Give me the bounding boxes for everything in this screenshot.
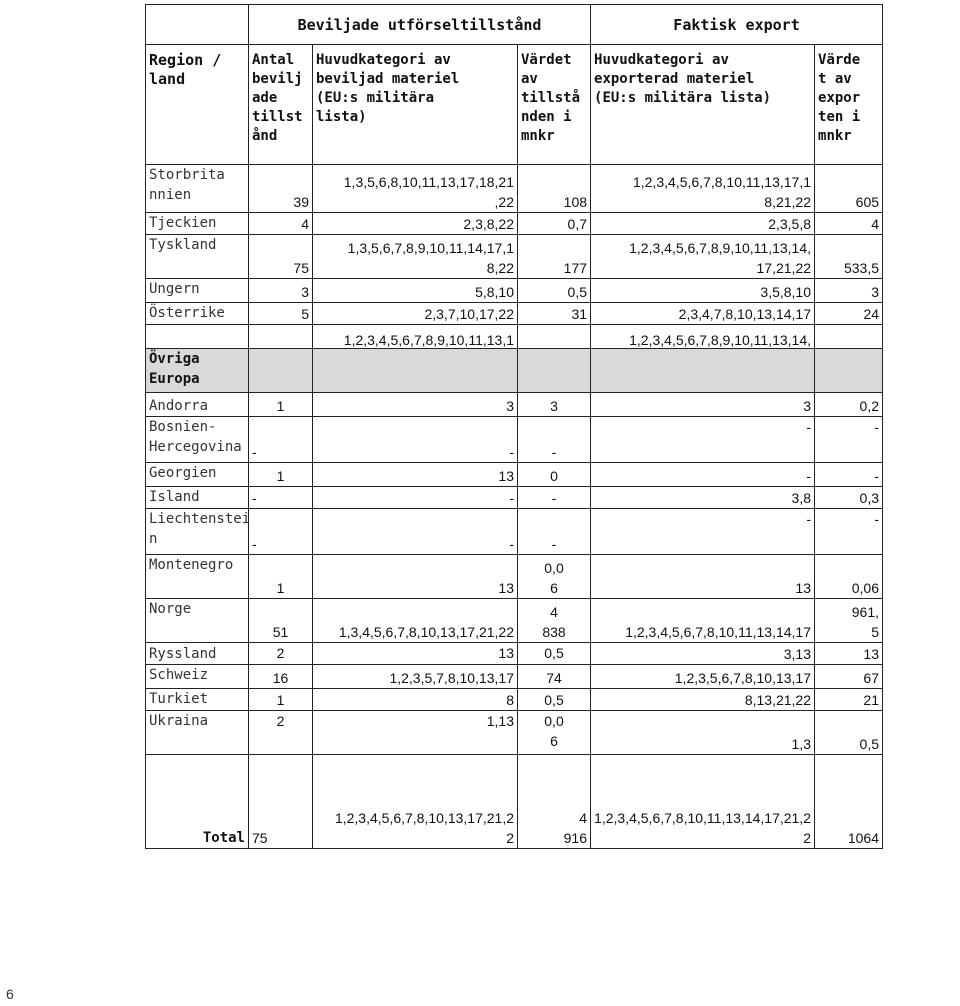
header-export-varde: Värde t av expor ten i mnkr: [815, 45, 883, 165]
section-shade: [591, 349, 815, 393]
table-row: [146, 303, 883, 325]
antal-cell: 1: [249, 463, 313, 487]
kategori-cell: 1,13: [313, 711, 518, 755]
kategori-cell: 1,3,5,6,8,10,11,13,17,18,21 ,22: [313, 165, 518, 213]
table-row: [146, 689, 883, 711]
column-header-row: [146, 45, 883, 165]
table-row: [146, 279, 883, 303]
section-shade: [249, 349, 313, 393]
table-row: [146, 235, 883, 279]
region-cell: Liechtenstei n: [146, 509, 249, 555]
export-varde-cell: 21: [815, 689, 883, 711]
antal-cell: 1: [249, 393, 313, 417]
export-varde-cell: 605: [815, 165, 883, 213]
table-row: [146, 555, 883, 599]
export-varde-cell: -: [815, 417, 883, 463]
kategori-cell: -: [313, 417, 518, 463]
antal-cell: 51: [249, 599, 313, 643]
kategori-cell: 13: [313, 643, 518, 665]
export-kategori-cell: 3,5,8,10: [591, 279, 815, 303]
group-header-empty: [146, 5, 249, 45]
kategori-cell: 1,3,4,5,6,7,8,10,13,17,21,22: [313, 599, 518, 643]
region-cell: Ryssland: [146, 643, 249, 665]
antal-cell: 2: [249, 711, 313, 755]
varde-cell: 0,7: [518, 213, 591, 235]
table-row: [146, 165, 883, 213]
region-cell: Andorra: [146, 393, 249, 417]
table-row: [146, 509, 883, 555]
spacer-row: [146, 755, 883, 803]
region-cell: Montenegro: [146, 555, 249, 599]
export-varde-cell: 0,06: [815, 555, 883, 599]
section-shade: [518, 349, 591, 393]
total-export-varde-cell: 1064: [815, 803, 883, 849]
region-cell: Ungern: [146, 279, 249, 303]
header-antal: Antal bevilj ade tillst ånd: [249, 45, 313, 165]
antal-cell: 4: [249, 213, 313, 235]
varde-cell: 108: [518, 165, 591, 213]
antal-cell: -: [249, 417, 313, 463]
section-shade: [815, 349, 883, 393]
kategori-cell: -: [313, 487, 518, 509]
export-varde-cell: 13: [815, 643, 883, 665]
table-row: [146, 417, 883, 463]
top-export-table: [145, 4, 883, 371]
total-kategori-cell: 1,2,3,4,5,6,7,8,9,10,11,13,1: [313, 325, 518, 371]
antal-cell: -: [249, 509, 313, 555]
kategori-cell: 1,3,5,6,7,8,9,10,11,14,17,1 8,22: [313, 235, 518, 279]
other-europe-table: [145, 348, 883, 849]
varde-cell: 4 838: [518, 599, 591, 643]
varde-cell: -: [518, 487, 591, 509]
export-kategori-cell: 2,3,5,8: [591, 213, 815, 235]
spacer-cell: [146, 755, 249, 803]
total-label: Total: [146, 803, 249, 849]
export-varde-cell: 533,5: [815, 235, 883, 279]
table-row: [146, 711, 883, 755]
header-region: Region / land: [146, 45, 249, 165]
region-cell: Storbrita nnien: [146, 165, 249, 213]
kategori-cell: 2,3,7,10,17,22: [313, 303, 518, 325]
antal-cell: 2: [249, 643, 313, 665]
total-row: [146, 803, 883, 849]
kategori-cell: 5,8,10: [313, 279, 518, 303]
page-number: 6: [6, 986, 14, 1002]
varde-cell: -: [518, 509, 591, 555]
varde-cell: 0: [518, 463, 591, 487]
region-cell: Tyskland: [146, 235, 249, 279]
table-row: [146, 213, 883, 235]
export-kategori-cell: -: [591, 463, 815, 487]
total-export-kategori-cell: 1,2,3,4,5,6,7,8,10,11,13,14,17,21,2 2: [591, 803, 815, 849]
varde-cell: 0,0 6: [518, 555, 591, 599]
kategori-cell: 3: [313, 393, 518, 417]
total-antal-cell: 75: [249, 803, 313, 849]
kategori-cell: 13: [313, 463, 518, 487]
region-cell: Tjeckien: [146, 213, 249, 235]
region-cell: Schweiz: [146, 665, 249, 689]
table-row: [146, 463, 883, 487]
varde-cell: -: [518, 417, 591, 463]
export-kategori-cell: 2,3,4,7,8,10,13,14,17: [591, 303, 815, 325]
export-kategori-cell: 3,8: [591, 487, 815, 509]
varde-cell: 177: [518, 235, 591, 279]
section-header-row: [146, 349, 883, 393]
header-export-kategori: Huvudkategori av exporterad materiel (EU:s militära lista): [591, 45, 815, 165]
kategori-cell: 1,2,3,5,7,8,10,13,17: [313, 665, 518, 689]
antal-cell: -: [249, 487, 313, 509]
varde-cell: 3: [518, 393, 591, 417]
varde-cell: 31: [518, 303, 591, 325]
total-varde-cell: 4 916: [518, 803, 591, 849]
export-varde-cell: 4: [815, 213, 883, 235]
export-kategori-cell: -: [591, 509, 815, 555]
antal-cell: 16: [249, 665, 313, 689]
region-cell: Ukraina: [146, 711, 249, 755]
region-cell: Norge: [146, 599, 249, 643]
spacer-cell: [591, 755, 815, 803]
antal-cell: 5: [249, 303, 313, 325]
export-varde-cell: 67: [815, 665, 883, 689]
export-kategori-cell: 13: [591, 555, 815, 599]
table-row: [146, 393, 883, 417]
varde-cell: 0,0 6: [518, 711, 591, 755]
spacer-cell: [518, 755, 591, 803]
region-cell: Österrike: [146, 303, 249, 325]
table-row: [146, 487, 883, 509]
export-kategori-cell: 8,13,21,22: [591, 689, 815, 711]
section-title: [146, 349, 249, 393]
export-varde-cell: 0,2: [815, 393, 883, 417]
section-shade: [313, 349, 518, 393]
region-cell: Georgien: [146, 463, 249, 487]
varde-cell: 0,5: [518, 279, 591, 303]
antal-cell: 75: [249, 235, 313, 279]
antal-cell: 1: [249, 555, 313, 599]
export-kategori-cell: 3: [591, 393, 815, 417]
antal-cell: 39: [249, 165, 313, 213]
antal-cell: 3: [249, 279, 313, 303]
spacer-cell: [815, 755, 883, 803]
section-title-text: Övriga Europa: [149, 351, 200, 387]
export-kategori-cell: 1,3: [591, 711, 815, 755]
kategori-cell: -: [313, 509, 518, 555]
total-kategori-cell: 1,2,3,4,5,6,7,8,10,13,17,21,2 2: [313, 803, 518, 849]
table-row: [146, 643, 883, 665]
export-varde-cell: 0,3: [815, 487, 883, 509]
region-cell: Turkiet: [146, 689, 249, 711]
varde-cell: 0,5: [518, 643, 591, 665]
kategori-cell: 13: [313, 555, 518, 599]
export-kategori-cell: 1,2,3,4,5,6,7,8,10,11,13,14,17: [591, 599, 815, 643]
export-varde-cell: -: [815, 509, 883, 555]
spacer-cell: [249, 755, 313, 803]
total-export-kategori-cell: 1,2,3,4,5,6,7,8,9,10,11,13,14,: [591, 325, 815, 371]
kategori-cell: 2,3,8,22: [313, 213, 518, 235]
group-header-actual-export: Faktisk export: [591, 5, 883, 45]
export-kategori-cell: -: [591, 417, 815, 463]
group-header-row: [146, 5, 883, 45]
export-kategori-cell: 1,2,3,5,6,7,8,10,13,17: [591, 665, 815, 689]
varde-cell: 74: [518, 665, 591, 689]
export-varde-cell: 961, 5: [815, 599, 883, 643]
table-row: [146, 665, 883, 689]
kategori-cell: 8: [313, 689, 518, 711]
export-kategori-cell: 1,2,3,4,5,6,7,8,10,11,13,17,1 8,21,22: [591, 165, 815, 213]
region-cell: Bosnien- Hercegovina: [146, 417, 249, 463]
antal-cell: 1: [249, 689, 313, 711]
header-kategori: Huvudkategori av beviljad materiel (EU:s militära lista): [313, 45, 518, 165]
region-cell: Island: [146, 487, 249, 509]
spacer-cell: [313, 755, 518, 803]
header-varde: Värdet av tillstå nden i mnkr: [518, 45, 591, 165]
group-header-granted: Beviljade utförseltillstånd: [249, 5, 591, 45]
export-kategori-cell: 1,2,3,4,5,6,7,8,9,10,11,13,14, 17,21,22: [591, 235, 815, 279]
export-varde-cell: 0,5: [815, 711, 883, 755]
export-varde-cell: -: [815, 463, 883, 487]
varde-cell: 0,5: [518, 689, 591, 711]
export-kategori-cell: 3,13: [591, 643, 815, 665]
export-varde-cell: 24: [815, 303, 883, 325]
table-row: [146, 599, 883, 643]
export-varde-cell: 3: [815, 279, 883, 303]
